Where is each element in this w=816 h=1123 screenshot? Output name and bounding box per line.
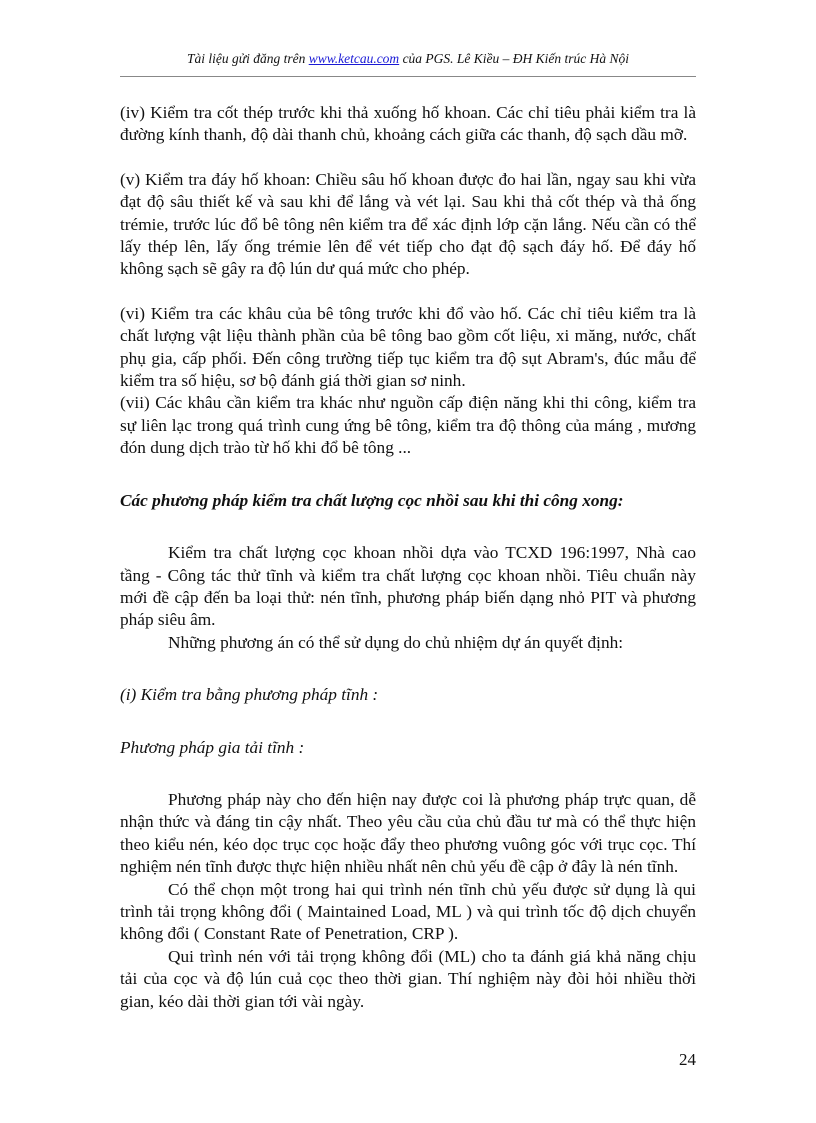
paragraph-iv: (iv) Kiểm tra cốt thép trước khi thả xuống hố khoan. Các chỉ tiêu phải kiểm tra là đường kính thanh, độ dài thanh chủ, khoảng cách giữa các thanh, độ sạch dầu mỡ. <box>120 103 696 145</box>
paragraph-standard: Kiểm tra chất lượng cọc khoan nhồi dựa vào TCXD 196:1997, Nhà cao tầng - Công tác thử tĩnh và kiểm tra chất lượng cọc khoan nhồi. Tiêu chuẩn này mới đề cập đến ba loại thử: nén tĩnh, phương pháp biến dạng nhỏ PIT và phương pháp siêu âm. <box>120 543 696 630</box>
paragraph-vi: (vi) Kiểm tra các khâu của bê tông trước khi đổ vào hố. Các chỉ tiêu kiểm tra là chất lượng vật liệu thành phần của bê tông bao gồm cốt liệu, xi măng, nước, chất phụ gia, cấp phối. Đến công trường tiếp tục kiểm tra độ sụt Abram's, đúc mẫu để kiểm tra số hiệu, sơ bộ đánh giá thời gian sơ ninh. <box>120 303 696 391</box>
paragraph-v: (v) Kiểm tra đáy hố khoan: Chiều sâu hố khoan được đo hai lần, ngay sau khi vừa đạt độ sâu thiết kế và sau khi để lắng và vét lại. Sau khi thả cốt thép và thả ống trémie, trước lúc đổ bê tông nên kiểm tra để xác định lớp cặn lắng. Nếu cần có thể lấy thép lên, lấy ống trémie lên để vét tiếp cho đạt độ sạch đáy hố. Để đáy hố không sạch sẽ gây ra độ lún dư quá mức cho phép. <box>120 169 696 279</box>
header-prefix: Tài liệu gửi đăng trên <box>186 51 309 66</box>
paragraph-vii: (vii) Các khâu cần kiểm tra khác như nguồn cấp điện năng khi thi công, kiểm tra sự liên lạc trong quá trình cung ứng bê tông, kiểm tra độ thông của máng , mương đón dung dịch trào từ hố khi đổ bê tông ... <box>120 393 696 458</box>
header-suffix: của PGS. Lê Kiều – ĐH Kiến trúc Hà Nội <box>399 51 630 66</box>
header-divider <box>120 76 696 77</box>
subheading-static-load: Phương pháp gia tải tĩnh : <box>120 737 305 757</box>
header-link[interactable]: www.ketcau.com <box>308 51 400 66</box>
page-body <box>120 102 696 1013</box>
page-header <box>0 50 816 68</box>
paragraph-static-1: Phương pháp này cho đến hiện nay được coi là phương pháp trực quan, dễ nhận thức và đáng tin cậy nhất. Theo yêu cầu của chủ đầu tư mà có thể thực hiện theo kiểu nén, kéo dọc trục cọc hoặc đẩy theo phương vuông góc với trục cọc. Thí nghiệm nén tĩnh được thực hiện nhiều nhất nên chủ yếu đề cập ở đây là nén tĩnh. <box>120 789 696 877</box>
paragraph-options: Những phương án có thể sử dụng do chủ nhiệm dự án quyết định: <box>168 632 624 652</box>
page-number: 24 <box>679 1050 696 1069</box>
paragraph-static-3: Qui trình nén với tải trọng không đổi (ML) cho ta đánh giá khả năng chịu tải của cọc và độ lún cuả cọc theo thời gian. Thí nghiệm này đòi hỏi nhiều thời gian, kéo dài thời gian tới vài ngày. <box>120 946 696 1011</box>
paragraph-static-2: Có thể chọn một trong hai qui trình nén tĩnh chủ yếu được sử dụng là qui trình tải trọng không đổi ( Maintained Load, ML ) và qui trình tốc độ dịch chuyển không đổi ( Constant Rate of Penetration, CRP ). <box>120 879 696 944</box>
subheading-static-test: (i) Kiểm tra bằng phương pháp tĩnh : <box>120 685 379 705</box>
section-heading-methods: Các phương pháp kiểm tra chất lượng cọc nhồi sau khi thi công xong: <box>120 490 624 510</box>
